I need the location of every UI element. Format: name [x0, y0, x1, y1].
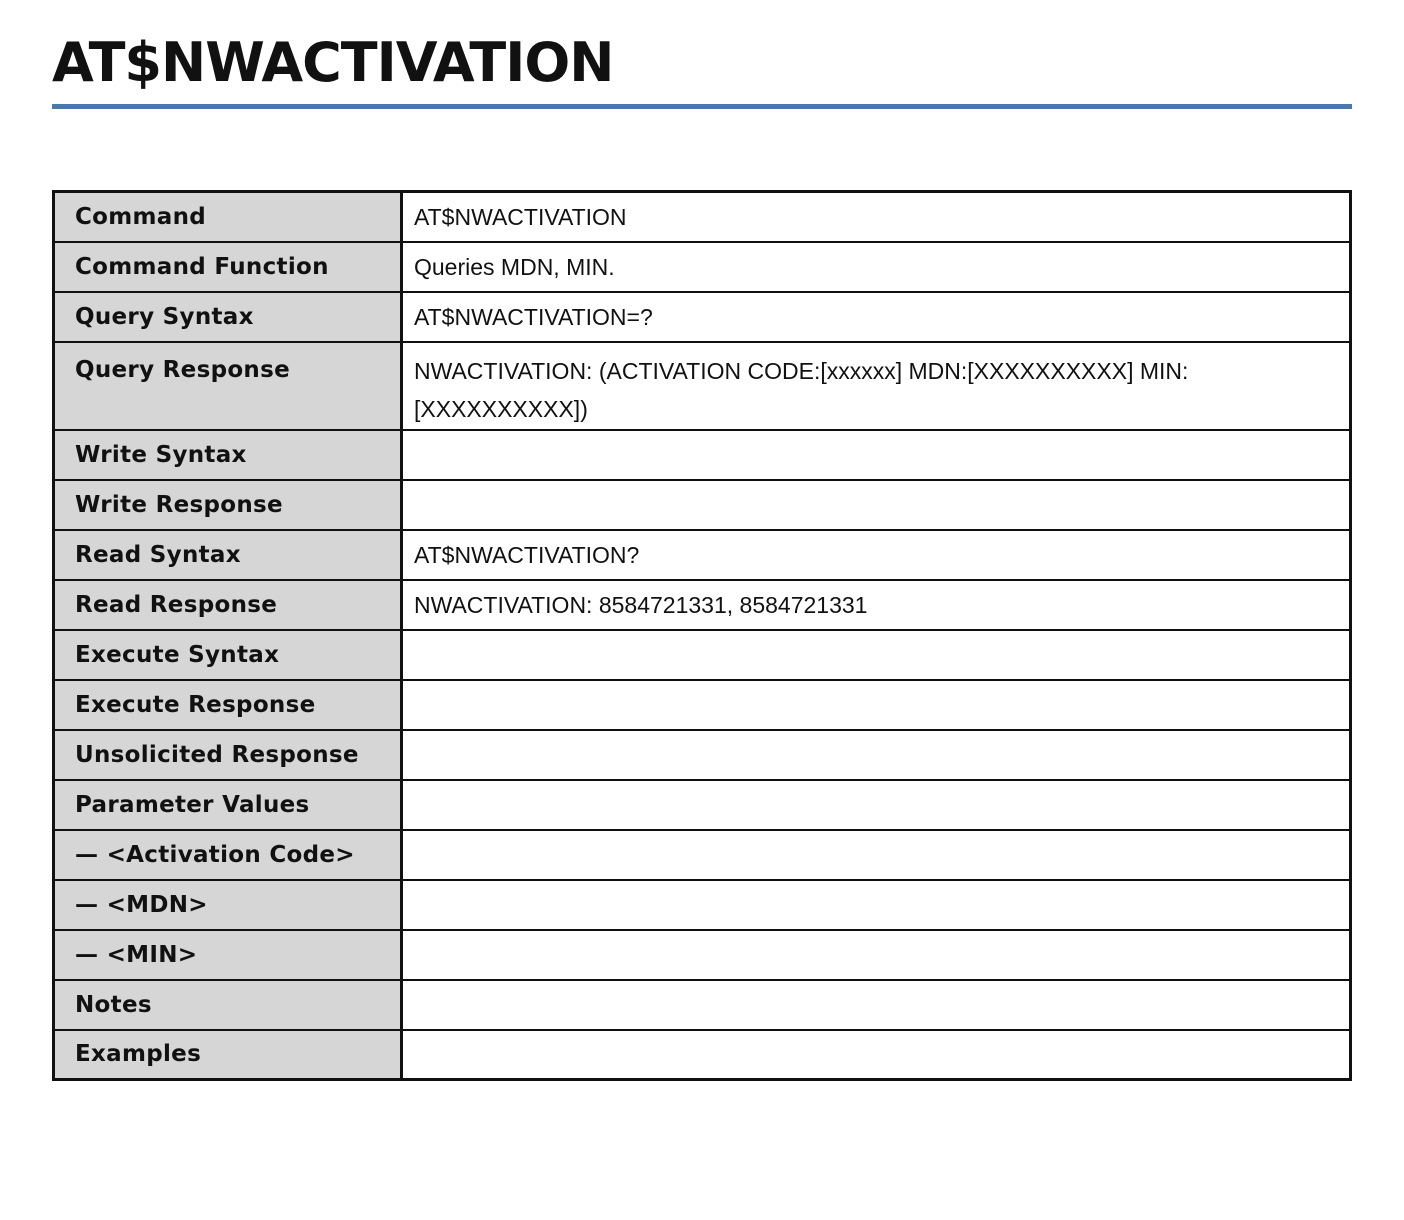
page-title: AT$NWACTIVATION [52, 31, 614, 94]
table-row-query-syntax [54, 292, 1351, 342]
row-label: — <MIN> [54, 930, 402, 980]
row-value-line: NWACTIVATION: (ACTIVATION CODE:[xxxxxx] MDN:[XXXXXXXXXX] MIN: [414, 357, 1189, 384]
table-row-notes [54, 980, 1351, 1030]
table-row-examples [54, 1030, 1351, 1080]
row-label: Examples [54, 1030, 402, 1080]
row-value [402, 830, 1351, 880]
table-row-execute-response [54, 680, 1351, 730]
row-value [402, 480, 1351, 530]
row-value [402, 730, 1351, 780]
title-divider [52, 104, 1352, 109]
row-label: Command [54, 192, 402, 242]
row-value: AT$NWACTIVATION [402, 192, 1351, 242]
table-row-write-response [54, 480, 1351, 530]
row-value [402, 780, 1351, 830]
table-row-query-response [54, 342, 1351, 430]
row-label: Read Syntax [54, 530, 402, 580]
row-value [402, 980, 1351, 1030]
row-value [402, 680, 1351, 730]
row-label: Notes [54, 980, 402, 1030]
table-row-read-syntax [54, 530, 1351, 580]
table-row-command [54, 192, 1351, 242]
row-label: Write Syntax [54, 430, 402, 480]
table-row-read-response [54, 580, 1351, 630]
row-label: Query Response [54, 342, 402, 430]
row-value: Queries MDN, MIN. [402, 242, 1351, 292]
table-row-write-syntax [54, 430, 1351, 480]
table-row-activation-code [54, 830, 1351, 880]
row-value [402, 430, 1351, 480]
table-row-execute-syntax [54, 630, 1351, 680]
row-value [402, 630, 1351, 680]
row-value: AT$NWACTIVATION=? [402, 292, 1351, 342]
row-value-line: [XXXXXXXXXX]) [414, 395, 588, 422]
table-row-parameter-values [54, 780, 1351, 830]
table-row-mdn [54, 880, 1351, 930]
row-label: — <Activation Code> [54, 830, 402, 880]
row-label: Unsolicited Response [54, 730, 402, 780]
table-row-command-function [54, 242, 1351, 292]
row-label: Parameter Values [54, 780, 402, 830]
table-row-unsolicited-response [54, 730, 1351, 780]
command-spec-table [52, 190, 1352, 1081]
row-value: AT$NWACTIVATION? [402, 530, 1351, 580]
row-value [402, 342, 1351, 430]
table-row-min [54, 930, 1351, 980]
row-label: Query Syntax [54, 292, 402, 342]
row-label: Read Response [54, 580, 402, 630]
row-label: Write Response [54, 480, 402, 530]
row-label: — <MDN> [54, 880, 402, 930]
row-value [402, 930, 1351, 980]
row-value: NWACTIVATION: 8584721331, 8584721331 [402, 580, 1351, 630]
row-value [402, 1030, 1351, 1080]
row-value [402, 880, 1351, 930]
row-label: Execute Response [54, 680, 402, 730]
row-label: Execute Syntax [54, 630, 402, 680]
row-label: Command Function [54, 242, 402, 292]
